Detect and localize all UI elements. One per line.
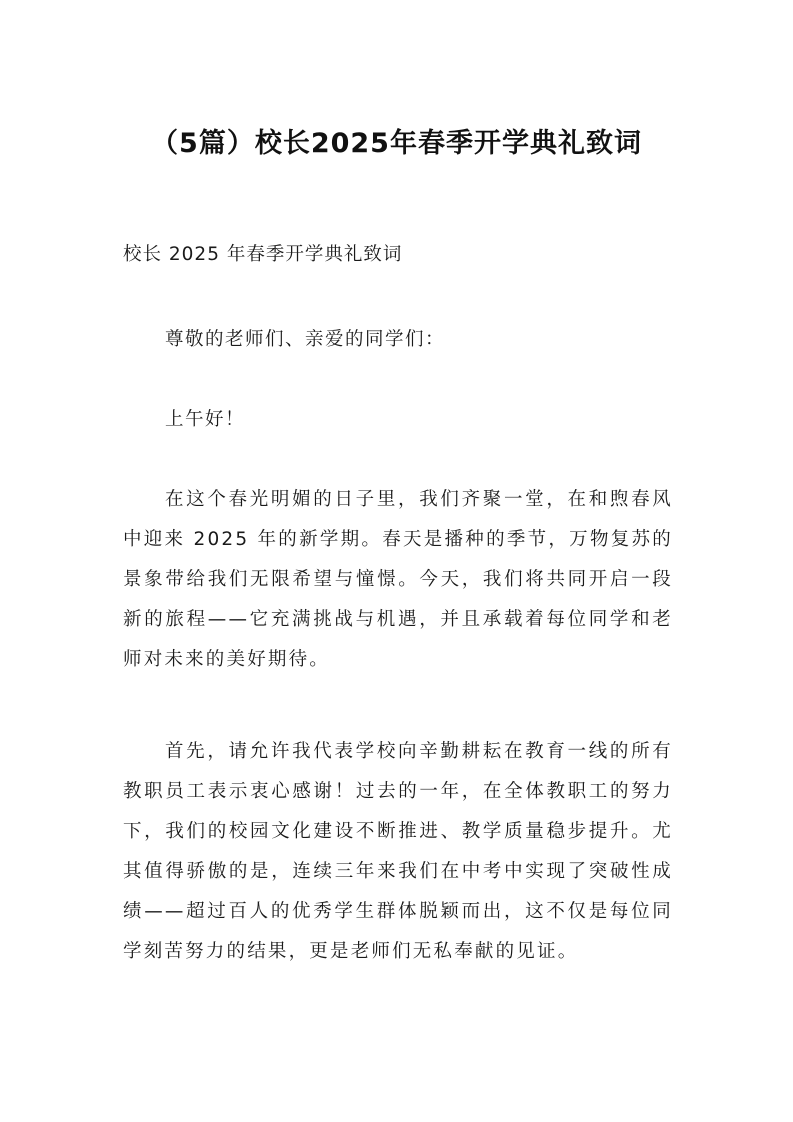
greeting: 上午好！ [165, 409, 246, 430]
salutation: 尊敬的老师们、亲爱的同学们： [165, 329, 446, 350]
paragraph-2: 首先，请允许我代表学校向辛勤耕耘在教育一线的所有教职员工表示衷心感谢！过去的一年，在全体教职工的努力下，我们的校园文化建设不断推进、教学质量稳步提升。尤其值得骄傲的是，连续三年来我们在中考中实现了突破性成绩——超过百人的优秀学生群体脱颖而出，这不仅是每位同学刻苦努力的结果，更是老师们无私奉献的见证。 [123, 741, 673, 962]
document-subtitle: 校长 2025 年春季开学典礼致词 [123, 244, 403, 265]
document-title: （5篇）校长2025年春季开学典礼致词 [151, 128, 642, 159]
paragraph-1: 在这个春光明媚的日子里，我们齐聚一堂，在和煦春风中迎来 2025 年的新学期。春天是播种的季节，万物复苏的景象带给我们无限希望与憧憬。今天，我们将共同开启一段新的旅程——它充满挑战与机遇，并且承载着每位同学和老师对未来的美好期待。 [123, 489, 673, 670]
